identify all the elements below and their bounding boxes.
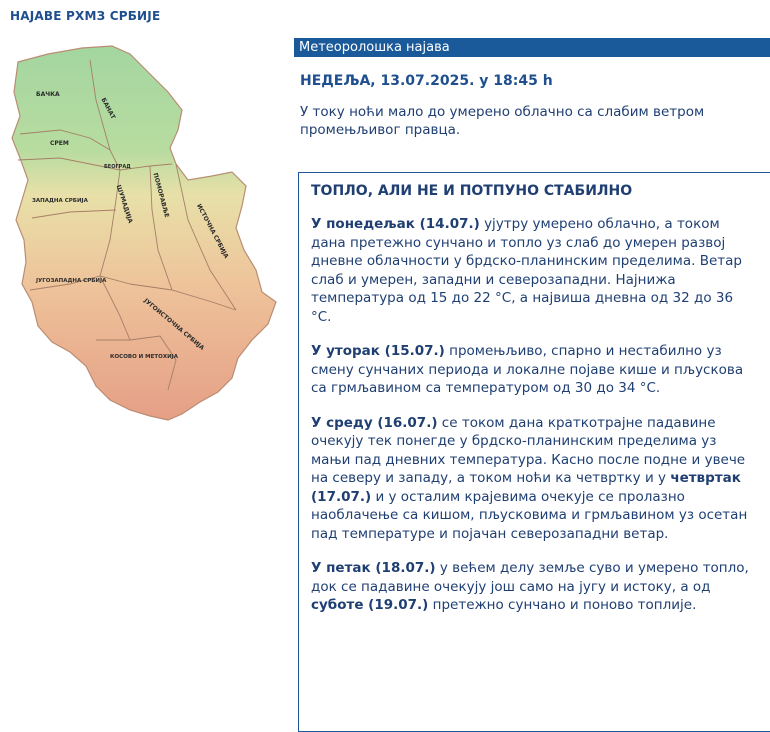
region-label-srem: СРЕМ: [50, 140, 69, 147]
serbia-region-map[interactable]: [0, 40, 290, 440]
serbia-map-svg: [0, 40, 290, 440]
day-label-monday: У понедељак (14.07.): [311, 216, 480, 232]
day-label-saturday: суботе (19.07.): [311, 597, 429, 613]
forecast-friday: [311, 559, 756, 615]
region-label-beograd: БЕОГРАД: [104, 164, 131, 170]
region-label-pomoravlje: ПОМОРАВЉЕ: [151, 172, 171, 219]
day-label-wednesday: У среду (16.07.): [311, 414, 438, 431]
region-label-backa: БАЧКА: [36, 91, 60, 98]
region-label-kosovo-metohija: КОСОВО И МЕТОХИЈА: [110, 354, 178, 360]
forecast-panel: [294, 38, 770, 139]
forecast-monday: [311, 215, 756, 326]
forecast-tuesday: [311, 342, 756, 398]
forecast-wednesday-text-a: се током дана краткотрајне падавине очекују тек понегде у брдско-планинским пределима уз мањи пад дневних температура. Касно после подне и увече на северу и западу, а током ноћи ка четвртку и у: [311, 414, 746, 486]
forecast-friday-text-a: у већем делу земље суво и умерено топло, док се падавине очекују још само на југу и истоку, а од: [311, 560, 749, 595]
forecast-friday-text-b: претежно сунчано и поново топлије.: [428, 597, 697, 613]
region-label-istocna-srbija: ИСТОЧНА СРБИЈА: [195, 202, 230, 260]
forecast-wednesday-text-b: и у осталим крајевима очекује се пролазно наоблачење са кишом, пљусковима и грмљавином уз осетан пад температуре и појачан северозападни ветар.: [311, 488, 748, 542]
forecast-monday-text: ујутру умерено облачно, а током дана претежно сунчано и топло уз слаб до умерен развој дневне облачности у брдско-планинским пределима. Ветар слаб и умерен, западни и северозападни. Најнижа температура од 15 до 22 °C, а највиша дневна од 32 до 36 °C.: [311, 216, 742, 325]
region-label-zapadna-srbija: ЗАПАДНА СРБИЈА: [32, 198, 88, 204]
day-label-friday: У петак (18.07.): [311, 560, 436, 576]
forecast-tuesday-text: промењљиво, спарно и нестабилно уз смену сунчаних периода и локалне појаве кише и пљускова са грмљавином са температуром од 30 до 34 °C.: [311, 343, 744, 396]
forecast-box: [298, 172, 770, 732]
issue-date-line: НЕДЕЉА, 13.07.2025. у 18:45 h: [300, 73, 553, 89]
forecast-title: ТОПЛО, АЛИ НЕ И ПОТПУНО СТАБИЛНО: [311, 183, 633, 199]
forecast-wednesday: [311, 414, 756, 544]
region-label-jugoistocna-srbija: ЈУГОИСТОЧНА СРБИЈА: [142, 297, 206, 352]
day-label-thursday: четвртак (17.07.): [311, 470, 741, 505]
day-label-tuesday: У уторак (15.07.): [311, 343, 445, 359]
site-title[interactable]: НАЈАВЕ РХМЗ СРБИЈЕ: [10, 9, 161, 23]
region-label-banat: БАНАТ: [99, 96, 117, 121]
serbia-outline: [12, 46, 276, 420]
tonight-summary: У току ноћи мало до умерено облачно са слабим ветром промењљивог правца.: [300, 104, 705, 138]
region-label-jugozapadna-srbija: ЈУГОЗАПАДНА СРБИЈА: [36, 278, 107, 284]
region-label-sumadija: ШУМАДИЈА: [114, 184, 134, 225]
panel-header: Метеоролошка најава: [294, 38, 770, 57]
